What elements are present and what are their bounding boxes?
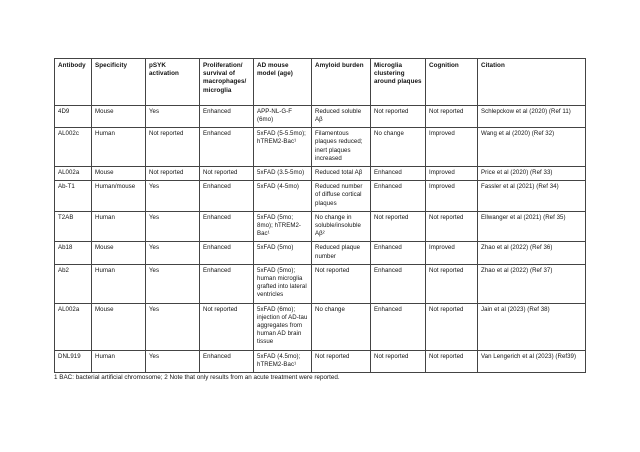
table-cell: Not reported: [146, 128, 200, 167]
table-footnote: 1 BAC: bacterial artificial chromosome; 2 Note that only results from an acute treatment were reported.: [54, 374, 340, 381]
table-row: [55, 350, 586, 372]
table-cell: Mouse: [92, 303, 146, 350]
table-cell: Not reported: [371, 350, 426, 372]
antibody-table: [54, 58, 586, 373]
table-cell: Yes: [146, 242, 200, 264]
table-cell: Not reported: [371, 105, 426, 127]
table-cell: Not reported: [200, 167, 254, 181]
table-cell: Not reported: [426, 105, 478, 127]
table-cell: Yes: [146, 264, 200, 303]
table-cell: Improved: [426, 181, 478, 212]
table-cell: DNL919: [55, 350, 92, 372]
table-cell: AL002c: [55, 128, 92, 167]
table-cell: 5xFAD (5mo): [254, 242, 312, 264]
table-cell: Enhanced: [371, 181, 426, 212]
header-amyloid-burden: Amyloid burden: [312, 59, 371, 106]
table-cell: Price et al (2020) (Ref 33): [478, 167, 586, 181]
table-cell: 5xFAD (4.5mo); hTREM2-Bac¹: [254, 350, 312, 372]
table-cell: 5xFAD (4-5mo): [254, 181, 312, 212]
table-cell: Human: [92, 264, 146, 303]
table-cell: No change: [312, 303, 371, 350]
table-header-row: [55, 59, 586, 106]
header-specificity: Specificity: [92, 59, 146, 106]
table-cell: 5xFAD (3.5-5mo): [254, 167, 312, 181]
table-cell: Reduced total Aβ: [312, 167, 371, 181]
table-cell: Zhao et al (2022) (Ref 37): [478, 264, 586, 303]
header-proliferation: Proliferation/ survival of macrophages/ microglia: [200, 59, 254, 106]
table-cell: 4D9: [55, 105, 92, 127]
table-cell: Zhao et al (2022) (Ref 36): [478, 242, 586, 264]
table-cell: Ab-T1: [55, 181, 92, 212]
table-cell: Human: [92, 128, 146, 167]
table-cell: Yes: [146, 211, 200, 242]
table-cell: Not reported: [312, 264, 371, 303]
table-row: [55, 167, 586, 181]
table-cell: No change in soluble/insoluble Aβ²: [312, 211, 371, 242]
header-cognition: Cognition: [426, 59, 478, 106]
table-cell: 5xFAD (5mo; 8mo); hTREM2-Bac¹: [254, 211, 312, 242]
table-row: [55, 105, 586, 127]
table-cell: Not reported: [426, 303, 478, 350]
table-cell: Yes: [146, 105, 200, 127]
table-cell: Ab2: [55, 264, 92, 303]
table-cell: Yes: [146, 303, 200, 350]
table-cell: Ab18: [55, 242, 92, 264]
table-cell: Improved: [426, 128, 478, 167]
table-cell: Enhanced: [200, 264, 254, 303]
header-mouse-model: AD mouse model (age): [254, 59, 312, 106]
table-cell: Mouse: [92, 167, 146, 181]
table-cell: Human: [92, 211, 146, 242]
table-cell: Not reported: [426, 264, 478, 303]
table-row: [55, 303, 586, 350]
header-citation: Citation: [478, 59, 586, 106]
table-cell: Enhanced: [200, 181, 254, 212]
table-cell: Yes: [146, 181, 200, 212]
table-cell: Filamentous plaques reduced; inert plaques increased: [312, 128, 371, 167]
table-cell: Not reported: [312, 350, 371, 372]
table-cell: Not reported: [200, 303, 254, 350]
table-cell: Enhanced: [371, 303, 426, 350]
table-row: [55, 264, 586, 303]
header-psyk-activation: pSYK activation: [146, 59, 200, 106]
table-cell: Not reported: [426, 350, 478, 372]
table-cell: Mouse: [92, 105, 146, 127]
table-cell: Enhanced: [200, 128, 254, 167]
table-cell: Not reported: [146, 167, 200, 181]
table-cell: Enhanced: [200, 350, 254, 372]
table-cell: Not reported: [371, 211, 426, 242]
table-cell: Enhanced: [371, 167, 426, 181]
table-cell: Jain et al (2023) (Ref 38): [478, 303, 586, 350]
table-cell: Schlepckow et al (2020) (Ref 11): [478, 105, 586, 127]
table-cell: Yes: [146, 350, 200, 372]
table-cell: Fassler et al (2021) (Ref 34): [478, 181, 586, 212]
table-cell: Not reported: [426, 211, 478, 242]
table-cell: T2AB: [55, 211, 92, 242]
table-cell: APP-NL-G-F (6mo): [254, 105, 312, 127]
table-cell: AL002a: [55, 167, 92, 181]
table-cell: Enhanced: [371, 242, 426, 264]
header-antibody: Antibody: [55, 59, 92, 106]
table-row: [55, 242, 586, 264]
table-cell: No change: [371, 128, 426, 167]
table-cell: Van Lengerich et al (2023) (Ref39): [478, 350, 586, 372]
table-cell: AL002a: [55, 303, 92, 350]
table-cell: 5xFAD (6mo); injection of AD-tau aggregates from human AD brain tissue: [254, 303, 312, 350]
table-cell: Wang et al (2020) (Ref 32): [478, 128, 586, 167]
table-cell: 5xFAD (5mo); human microglia grafted into lateral ventricles: [254, 264, 312, 303]
table-cell: Human/mouse: [92, 181, 146, 212]
table-cell: Improved: [426, 242, 478, 264]
table-row: [55, 181, 586, 212]
table-row: [55, 211, 586, 242]
table-cell: Reduced soluble Aβ: [312, 105, 371, 127]
header-microglia-clustering: Microglia clustering around plaques: [371, 59, 426, 106]
table-cell: Reduced plaque number: [312, 242, 371, 264]
table-cell: Ellwanger et al (2021) (Ref 35): [478, 211, 586, 242]
table-cell: Enhanced: [200, 242, 254, 264]
table-row: [55, 128, 586, 167]
table-cell: Mouse: [92, 242, 146, 264]
table-cell: Improved: [426, 167, 478, 181]
table-cell: Enhanced: [200, 105, 254, 127]
table-cell: 5xFAD (5-5.5mo); hTREM2-Bac¹: [254, 128, 312, 167]
table-cell: Reduced number of diffuse cortical plaques: [312, 181, 371, 212]
table-cell: Enhanced: [200, 211, 254, 242]
table-cell: Enhanced: [371, 264, 426, 303]
table-cell: Human: [92, 350, 146, 372]
